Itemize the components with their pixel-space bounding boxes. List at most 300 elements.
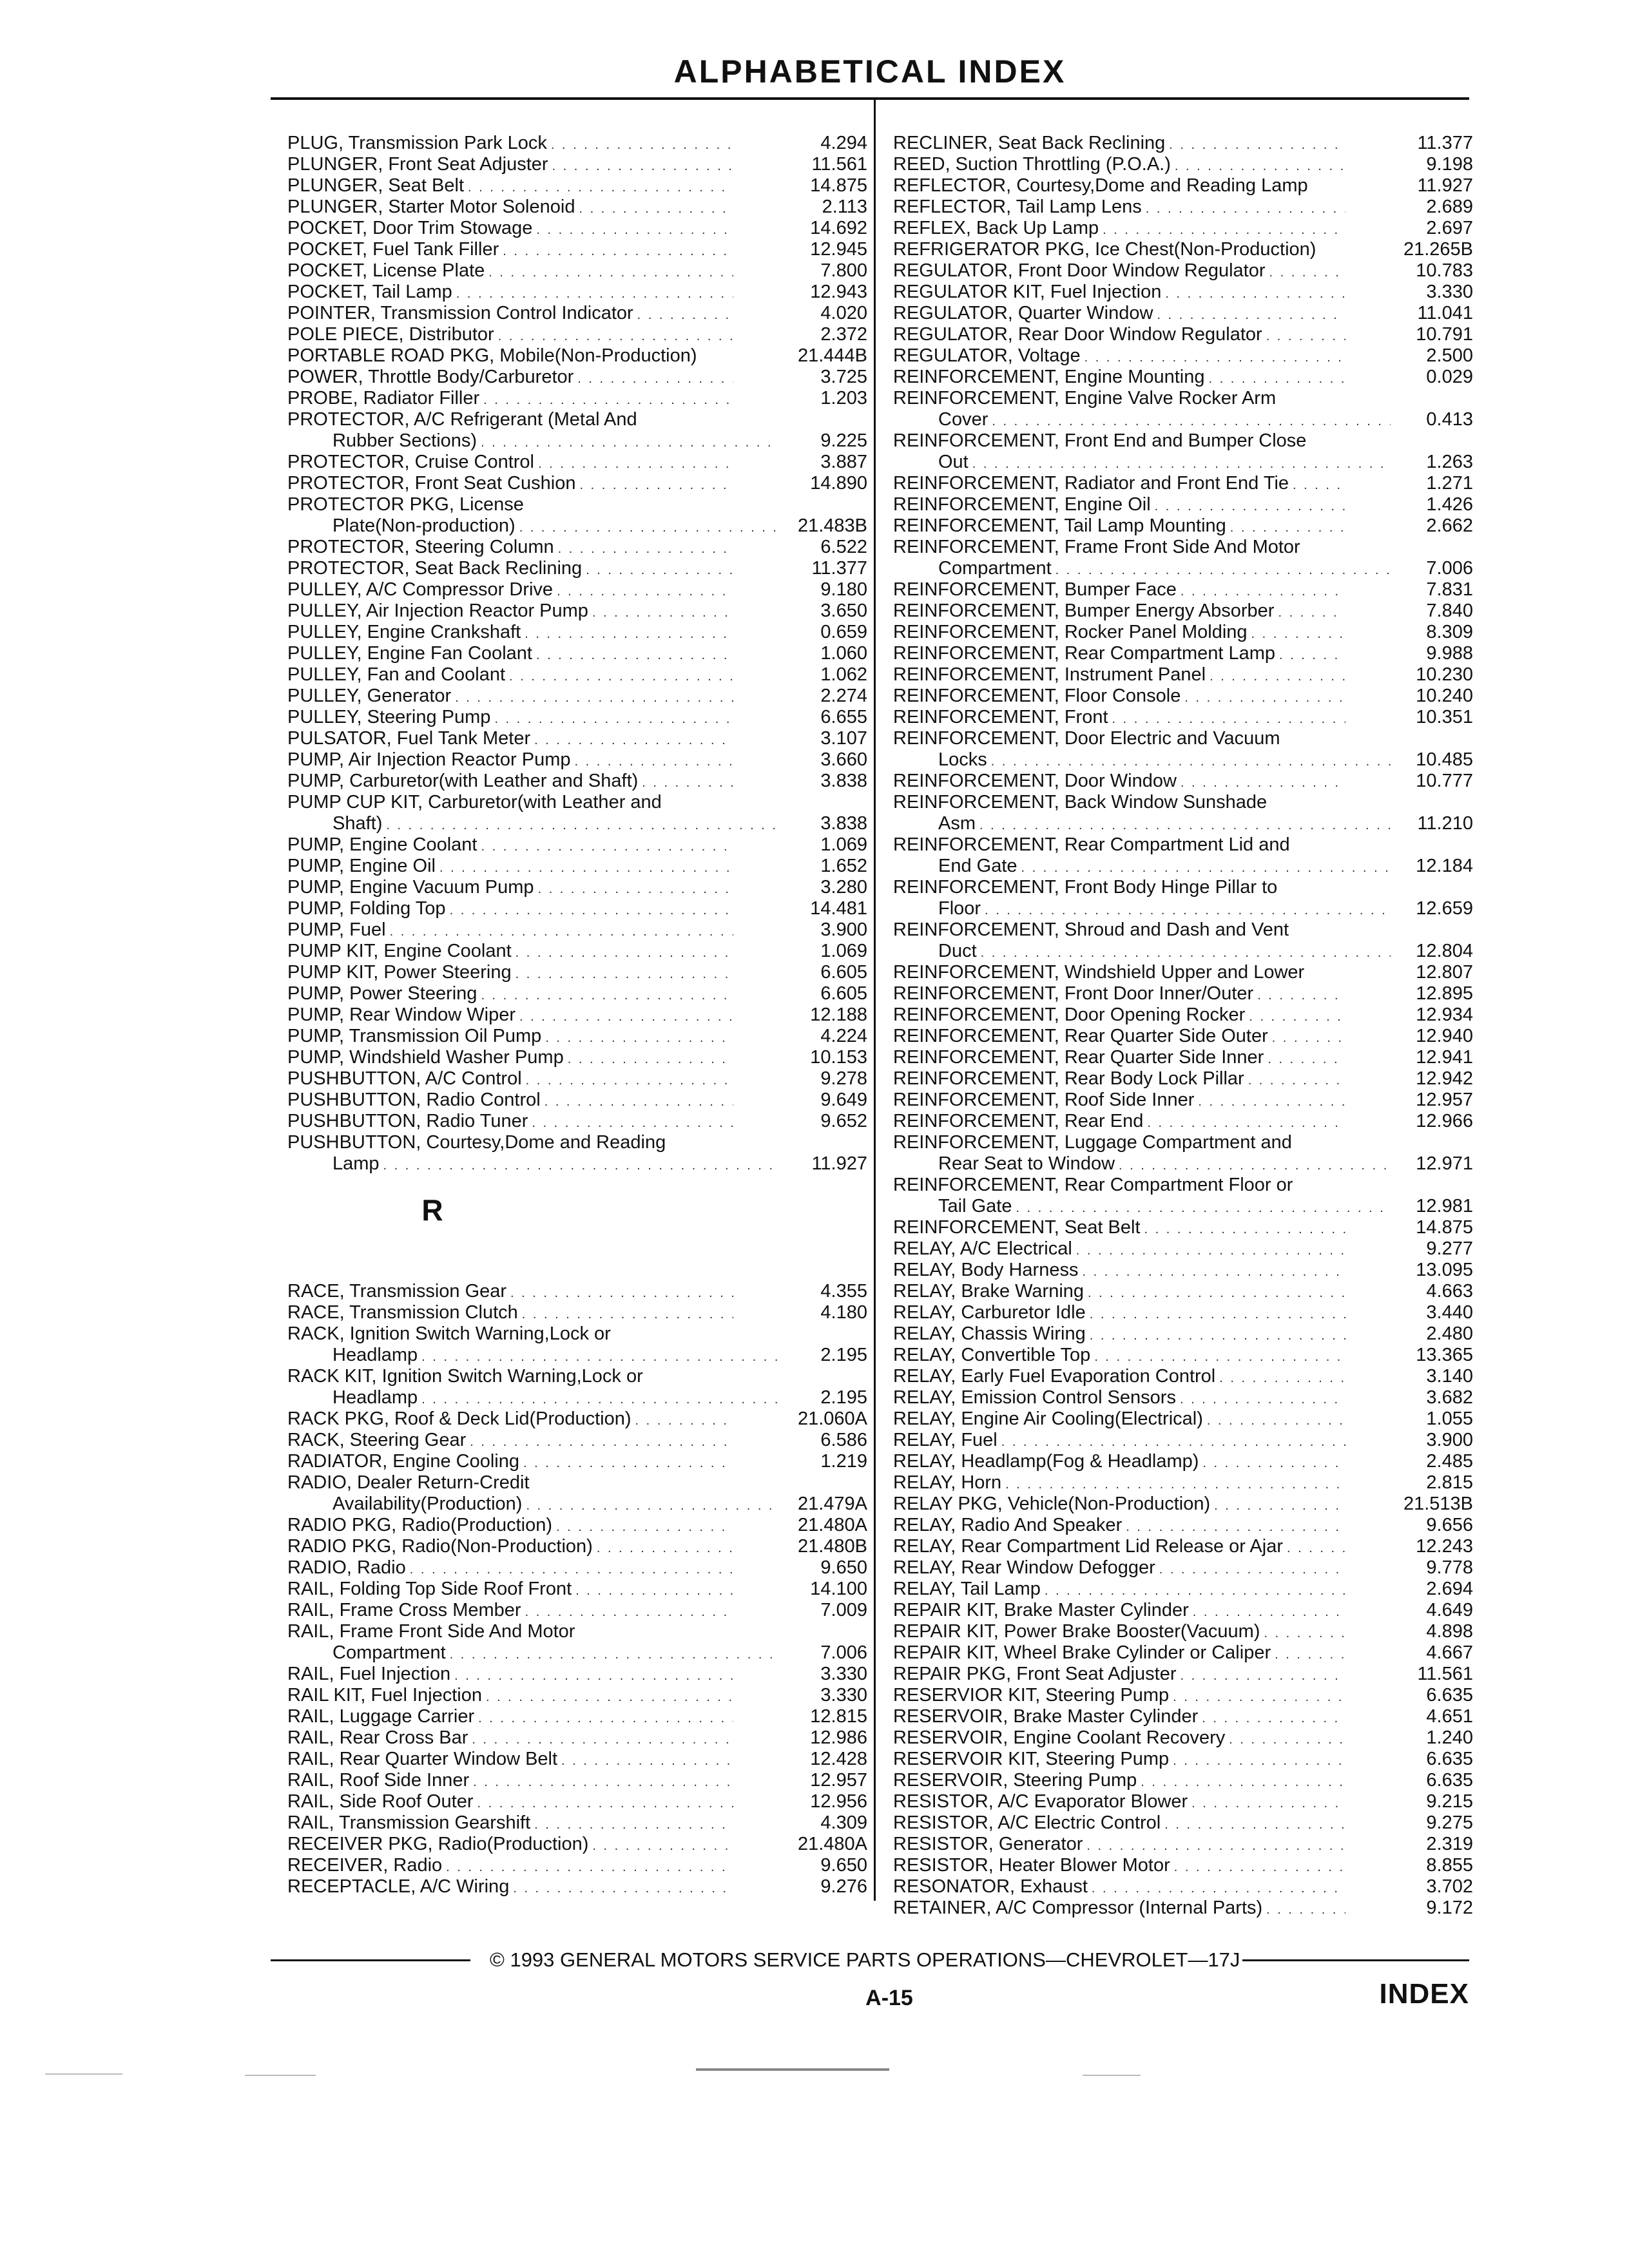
entry-reference-number: 12.981 — [1416, 1196, 1473, 1216]
dot-leader — [1269, 262, 1345, 284]
entry-text: RAIL, Side Roof Outer — [287, 1791, 474, 1812]
index-entry — [287, 197, 867, 218]
entry-reference-number: 11.561 — [1417, 1664, 1473, 1684]
index-entry — [893, 1855, 1473, 1876]
entry-text: REPAIR KIT, Wheel Brake Cylinder or Caliper — [893, 1642, 1271, 1663]
entry-text: RELAY PKG, Vehicle(Non-Production) — [893, 1494, 1211, 1514]
dot-leader — [985, 900, 1391, 921]
dot-leader — [503, 241, 733, 262]
index-entry — [893, 1621, 1473, 1642]
entry-text: PROTECTOR PKG, License — [287, 494, 524, 515]
index-entry — [893, 771, 1473, 792]
index-entry — [893, 1557, 1473, 1579]
entry-text: RELAY, Brake Warning — [893, 1281, 1084, 1302]
entry-reference-number: 12.942 — [1416, 1068, 1473, 1089]
index-entry — [287, 1472, 867, 1515]
dot-leader — [421, 1347, 778, 1368]
entry-reference-number: 3.330 — [820, 1664, 867, 1684]
index-entry — [287, 1026, 867, 1047]
entry-text: RELAY, Horn — [893, 1472, 1002, 1493]
dot-leader — [1157, 305, 1345, 326]
dot-leader — [1155, 496, 1345, 517]
entry-reference-number: 11.377 — [1417, 133, 1473, 153]
entry-text: REFRIGERATOR PKG, Ice Chest(Non-Production) — [893, 239, 1316, 260]
scan-artifact — [45, 2073, 122, 2075]
dot-leader — [1092, 1878, 1345, 1899]
entry-reference-number: 12.957 — [1416, 1090, 1473, 1110]
dot-leader — [498, 326, 733, 347]
index-entry — [287, 1600, 867, 1621]
index-entry — [287, 154, 867, 175]
section-label: INDEX — [1379, 1978, 1469, 2010]
dot-leader — [1275, 1644, 1345, 1666]
dot-leader — [509, 666, 733, 687]
entry-reference-number: 6.635 — [1426, 1685, 1473, 1706]
entry-reference-number: 4.020 — [820, 303, 867, 323]
dot-leader — [1191, 1793, 1345, 1814]
dot-leader — [1173, 1751, 1345, 1772]
entry-reference-number: 21.060A — [797, 1408, 867, 1429]
dot-leader — [1076, 1240, 1345, 1262]
entry-reference-number: 1.055 — [1426, 1408, 1473, 1429]
index-entry — [287, 175, 867, 197]
entry-text: RACK, Steering Gear — [287, 1430, 467, 1450]
index-entry — [287, 537, 867, 558]
index-entry — [287, 1132, 867, 1175]
entry-reference-number: 1.062 — [820, 664, 867, 685]
entry-reference-number: 2.195 — [820, 1345, 867, 1365]
entry-text: REINFORCEMENT, Windshield Upper and Lower — [893, 962, 1305, 983]
dot-leader — [1016, 1198, 1391, 1219]
entry-reference-number: 4.649 — [1426, 1600, 1473, 1620]
entry-reference-number: 9.650 — [820, 1855, 867, 1876]
entry-reference-number: 2.195 — [820, 1387, 867, 1408]
index-entry — [287, 707, 867, 728]
entry-text: REINFORCEMENT, Frame Front Side And Motor — [893, 537, 1300, 557]
index-entry — [287, 1791, 867, 1812]
entry-reference-number: 14.890 — [810, 473, 867, 494]
entry-reference-number: 4.898 — [1426, 1621, 1473, 1642]
entry-text: PULLEY, Steering Pump — [287, 707, 491, 727]
index-entry — [287, 728, 867, 749]
index-entry — [893, 324, 1473, 345]
index-entry — [893, 154, 1473, 175]
entry-reference-number: 11.377 — [811, 558, 867, 579]
entry-reference-number: 7.831 — [1426, 579, 1473, 600]
dot-leader — [516, 943, 733, 964]
entry-text: RADIO, Radio — [287, 1557, 406, 1578]
dot-leader — [1001, 1432, 1345, 1453]
entry-reference-number: 9.172 — [1426, 1898, 1473, 1918]
entry-text: RAIL, Roof Side Inner — [287, 1770, 470, 1791]
entry-text: Plate(Non-production) — [333, 515, 516, 536]
entry-text: RETAINER, A/C Compressor (Internal Parts) — [893, 1898, 1263, 1918]
index-entry — [287, 239, 867, 260]
entry-reference-number: 14.875 — [1416, 1217, 1473, 1238]
index-entry — [893, 239, 1473, 260]
entry-text: REINFORCEMENT, Bumper Energy Absorber — [893, 601, 1275, 621]
index-entry — [287, 1408, 867, 1430]
dot-leader — [1279, 645, 1345, 666]
dot-leader — [575, 1581, 733, 1602]
dot-leader — [481, 432, 778, 454]
entry-text: REGULATOR, Quarter Window — [893, 303, 1153, 323]
index-entry — [287, 1749, 867, 1770]
index-entry — [287, 1664, 867, 1685]
index-entry — [893, 1472, 1473, 1494]
entry-reference-number: 1.203 — [820, 388, 867, 408]
dot-leader — [478, 1708, 733, 1729]
index-entry — [287, 622, 867, 643]
entry-text: RELAY, Carburetor Idle — [893, 1302, 1086, 1323]
dot-leader — [1202, 1708, 1345, 1729]
entry-text: RAIL, Folding Top Side Roof Front — [287, 1579, 572, 1599]
entry-text: Duct — [938, 941, 977, 961]
dot-leader — [488, 262, 733, 284]
column-divider — [874, 100, 876, 1901]
dot-leader — [1126, 1517, 1345, 1538]
entry-text: RELAY, A/C Electrical — [893, 1238, 1072, 1259]
entry-reference-number: 3.440 — [1426, 1302, 1473, 1323]
index-entry — [893, 537, 1473, 579]
entry-text: PULLEY, Generator — [287, 686, 452, 706]
dot-leader — [635, 1410, 733, 1432]
entry-text: Tail Gate — [938, 1196, 1012, 1216]
entry-reference-number: 3.838 — [820, 771, 867, 791]
entry-text: RESISTOR, Generator — [893, 1834, 1083, 1854]
entry-text: RELAY, Body Harness — [893, 1260, 1079, 1280]
dot-leader — [1193, 1602, 1345, 1623]
entry-text: RESONATOR, Exhaust — [893, 1876, 1088, 1897]
entry-text: REPAIR PKG, Front Seat Adjuster — [893, 1664, 1177, 1684]
entry-text: RELAY, Chassis Wiring — [893, 1323, 1086, 1344]
index-entry — [287, 856, 867, 877]
page-number: A-15 — [865, 1986, 913, 2010]
dot-leader — [522, 1304, 733, 1325]
entry-reference-number: 3.702 — [1426, 1876, 1473, 1897]
entry-text: PULLEY, A/C Compressor Drive — [287, 579, 554, 600]
index-entry — [287, 1536, 867, 1557]
copyright-text: © 1993 GENERAL MOTORS SERVICE PARTS OPERATIONS—CHEVROLET—17J — [490, 1948, 1240, 1971]
dot-leader — [456, 284, 733, 305]
dot-leader — [1144, 1219, 1345, 1240]
index-entry — [287, 282, 867, 303]
dot-leader — [383, 1155, 778, 1177]
index-entry — [893, 1345, 1473, 1366]
entry-reference-number: 10.777 — [1416, 771, 1473, 791]
entry-reference-number: 9.649 — [820, 1090, 867, 1110]
entry-text: RESERVOIR KIT, Steering Pump — [893, 1749, 1170, 1769]
index-entry — [893, 664, 1473, 686]
index-entry — [287, 877, 867, 898]
dot-leader — [1173, 1687, 1345, 1708]
entry-text: REINFORCEMENT, Engine Valve Rocker Arm — [893, 388, 1277, 408]
entry-reference-number: 1.652 — [820, 856, 867, 876]
entry-text: PROTECTOR, A/C Refrigerant (Metal And — [287, 409, 637, 430]
entry-reference-number: 21.479A — [797, 1494, 867, 1514]
index-entry — [893, 260, 1473, 282]
dot-leader — [552, 156, 733, 177]
entry-text: Compartment — [938, 558, 1052, 579]
dot-leader — [1181, 581, 1345, 602]
dot-leader — [525, 624, 733, 645]
dot-leader — [557, 581, 733, 602]
dot-leader — [1198, 1091, 1345, 1113]
dot-leader — [1164, 1814, 1345, 1836]
entry-text: PROTECTOR, Seat Back Reclining — [287, 558, 583, 579]
entry-reference-number: 12.895 — [1416, 983, 1473, 1004]
entry-reference-number: 1.240 — [1426, 1727, 1473, 1748]
dot-leader — [1146, 198, 1345, 220]
entry-text: RESERVOIR, Steering Pump — [893, 1770, 1137, 1791]
entry-text: RELAY, Headlamp(Fog & Headlamp) — [893, 1451, 1199, 1472]
index-entry — [893, 962, 1473, 983]
dot-leader — [991, 751, 1391, 773]
dot-leader — [538, 454, 733, 475]
entry-reference-number: 10.240 — [1416, 686, 1473, 706]
dot-leader — [386, 815, 778, 836]
index-entry — [893, 1727, 1473, 1749]
dot-leader — [1214, 1495, 1345, 1517]
index-entry — [287, 452, 867, 473]
dot-leader — [1174, 1857, 1345, 1878]
entry-text: REPAIR KIT, Brake Master Cylinder — [893, 1600, 1189, 1620]
dot-leader — [597, 1538, 733, 1559]
dot-leader — [472, 1729, 733, 1751]
dot-leader — [450, 900, 733, 921]
entry-text: RECEIVER PKG, Radio(Production) — [287, 1834, 589, 1854]
entry-reference-number: 9.275 — [1426, 1812, 1473, 1833]
dot-leader — [1264, 1623, 1345, 1644]
dot-leader — [1175, 156, 1345, 177]
dot-leader — [1119, 1155, 1391, 1177]
index-entry — [287, 409, 867, 452]
dot-leader — [561, 1751, 733, 1772]
index-entry — [893, 1323, 1473, 1345]
dot-leader — [526, 1070, 733, 1091]
dot-leader — [1082, 1262, 1345, 1283]
entry-text: RACK KIT, Ignition Switch Warning,Lock or — [287, 1366, 643, 1387]
entry-text: Rear Seat to Window — [938, 1153, 1115, 1174]
entry-reference-number: 4.667 — [1426, 1642, 1473, 1663]
index-entry — [893, 1004, 1473, 1026]
entry-reference-number: 12.940 — [1416, 1026, 1473, 1046]
entry-reference-number: 4.651 — [1426, 1706, 1473, 1727]
entry-text: REINFORCEMENT, Rear Quarter Side Inner — [893, 1047, 1264, 1068]
entry-text: RELAY, Rear Compartment Lid Release or Ajar — [893, 1536, 1283, 1557]
dot-leader — [510, 1283, 733, 1304]
entry-text: Availability(Production) — [333, 1494, 523, 1514]
entry-reference-number: 9.656 — [1426, 1515, 1473, 1535]
entry-reference-number: 3.900 — [1426, 1430, 1473, 1450]
index-entry — [893, 175, 1473, 197]
index-entry — [893, 367, 1473, 388]
index-entry — [893, 1026, 1473, 1047]
entry-text: Compartment — [333, 1642, 446, 1663]
entry-text: REGULATOR, Voltage — [893, 345, 1081, 366]
entry-text: REGULATOR, Front Door Window Regulator — [893, 260, 1266, 281]
dot-leader — [1202, 1453, 1345, 1474]
entry-reference-number: 9.652 — [820, 1111, 867, 1131]
entry-text: RECLINER, Seat Back Reclining — [893, 133, 1166, 153]
entry-text: PUMP, Fuel — [287, 919, 386, 940]
index-entry — [287, 218, 867, 239]
dot-leader — [1090, 1304, 1345, 1325]
entry-reference-number: 12.941 — [1416, 1047, 1473, 1068]
entry-reference-number: 9.215 — [1426, 1791, 1473, 1812]
entry-text: RELAY, Convertible Top — [893, 1345, 1091, 1365]
entry-reference-number: 1.271 — [1426, 473, 1473, 494]
entry-reference-number: 21.265B — [1403, 239, 1473, 260]
footer-rule-left — [271, 1959, 470, 1961]
section-heading-letter: R — [421, 1193, 443, 1227]
entry-text: RECEIVER, Radio — [287, 1855, 443, 1876]
index-entry — [893, 515, 1473, 537]
index-entry — [287, 686, 867, 707]
dot-leader — [1181, 773, 1345, 794]
entry-reference-number: 4.309 — [820, 1812, 867, 1833]
entry-text: RECEPTACLE, A/C Wiring — [287, 1876, 510, 1897]
index-entry — [893, 1068, 1473, 1090]
entry-text: PLUNGER, Seat Belt — [287, 175, 464, 196]
dot-leader — [523, 1453, 733, 1474]
index-entry — [287, 133, 867, 154]
entry-text: REFLEX, Back Up Lamp — [893, 218, 1099, 238]
entry-text: RELAY, Emission Control Sensors — [893, 1387, 1176, 1408]
entry-text: PLUG, Transmission Park Lock — [287, 133, 547, 153]
entry-reference-number: 9.225 — [820, 430, 867, 451]
entry-reference-number: 10.153 — [810, 1047, 867, 1068]
dot-leader — [439, 858, 733, 879]
entry-text: REPAIR KIT, Power Brake Booster(Vacuum) — [893, 1621, 1260, 1642]
entry-reference-number: 13.365 — [1416, 1345, 1473, 1365]
index-entry — [287, 1302, 867, 1323]
entry-reference-number: 11.927 — [1417, 175, 1473, 196]
dot-leader — [1207, 1410, 1345, 1432]
dot-leader — [556, 1517, 733, 1538]
index-entry — [287, 919, 867, 941]
index-entry — [287, 1834, 867, 1855]
index-entry — [287, 1111, 867, 1132]
dot-leader — [534, 1814, 733, 1836]
entry-text: POINTER, Transmission Control Indicator — [287, 303, 633, 323]
index-entry — [893, 1387, 1473, 1408]
index-entry — [287, 1579, 867, 1600]
entry-text: RELAY, Tail Lamp — [893, 1579, 1041, 1599]
dot-leader — [526, 1495, 778, 1517]
entry-reference-number: 3.280 — [820, 877, 867, 898]
index-entry — [893, 345, 1473, 367]
entry-reference-number: 6.605 — [820, 983, 867, 1004]
entry-reference-number: 12.815 — [810, 1706, 867, 1727]
entry-reference-number: 2.662 — [1426, 515, 1473, 536]
index-entry — [287, 303, 867, 324]
entry-text: PUMP, Windshield Washer Pump — [287, 1047, 564, 1068]
index-entry — [893, 983, 1473, 1004]
index-entry — [287, 749, 867, 771]
dot-leader — [577, 369, 733, 390]
entry-text: POWER, Throttle Body/Carburetor — [287, 367, 574, 387]
entry-text: PLUNGER, Front Seat Adjuster — [287, 154, 548, 175]
entry-text: REINFORCEMENT, Floor Console — [893, 686, 1181, 706]
index-entry — [287, 473, 867, 494]
entry-reference-number: 13.095 — [1416, 1260, 1473, 1280]
index-entry — [893, 1494, 1473, 1515]
entry-text: POCKET, Door Trim Stowage — [287, 218, 533, 238]
entry-reference-number: 9.988 — [1426, 643, 1473, 664]
entry-reference-number: 6.605 — [820, 962, 867, 983]
dot-leader — [483, 390, 733, 411]
index-entry — [287, 1366, 867, 1408]
entry-text: PUSHBUTTON, A/C Control — [287, 1068, 522, 1089]
entry-reference-number: 8.309 — [1426, 622, 1473, 642]
entry-text: PUMP, Engine Coolant — [287, 834, 477, 855]
dot-leader — [494, 709, 733, 730]
entry-text: RADIO PKG, Radio(Production) — [287, 1515, 552, 1535]
entry-text: PUMP KIT, Engine Coolant — [287, 941, 512, 961]
index-entry — [893, 1664, 1473, 1685]
entry-reference-number: 4.180 — [820, 1302, 867, 1323]
entry-reference-number: 3.107 — [820, 728, 867, 749]
entry-reference-number: 4.355 — [820, 1281, 867, 1302]
entry-text: REINFORCEMENT, Rear Compartment Lamp — [893, 643, 1276, 664]
entry-reference-number: 12.971 — [1416, 1153, 1473, 1174]
dot-leader — [1086, 1836, 1345, 1857]
index-entry — [893, 1451, 1473, 1472]
entry-reference-number: 1.219 — [820, 1451, 867, 1472]
index-entry — [893, 303, 1473, 324]
entry-reference-number: 12.934 — [1416, 1004, 1473, 1025]
entry-reference-number: 12.986 — [810, 1727, 867, 1748]
index-entry — [893, 1260, 1473, 1281]
scan-artifact — [696, 2068, 889, 2071]
entry-reference-number: 11.927 — [811, 1153, 867, 1174]
entry-text: PROTECTOR, Steering Column — [287, 537, 554, 557]
entry-reference-number: 12.957 — [810, 1770, 867, 1791]
entry-text: RELAY, Radio And Speaker — [893, 1515, 1123, 1535]
entry-text: REINFORCEMENT, Seat Belt — [893, 1217, 1141, 1238]
entry-reference-number: 3.887 — [820, 452, 867, 472]
dot-leader — [1293, 475, 1345, 496]
dot-leader — [1219, 1368, 1345, 1389]
entry-text: RADIO, Dealer Return-Credit — [287, 1472, 530, 1493]
entry-reference-number: 7.006 — [1426, 558, 1473, 579]
index-entry — [893, 388, 1473, 430]
index-entry — [893, 473, 1473, 494]
entry-reference-number: 12.943 — [810, 282, 867, 302]
dot-leader — [513, 1878, 733, 1899]
entry-text: REINFORCEMENT, Rear Quarter Side Outer — [893, 1026, 1268, 1046]
index-entry — [287, 1004, 867, 1026]
entry-text: PUMP, Power Steering — [287, 983, 477, 1004]
dot-leader — [455, 687, 733, 709]
entry-text: REINFORCEMENT, Door Opening Rocker — [893, 1004, 1246, 1025]
entry-reference-number: 6.635 — [1426, 1770, 1473, 1791]
index-entry — [287, 983, 867, 1004]
entry-text: PLUNGER, Starter Motor Solenoid — [287, 197, 575, 217]
index-entry — [287, 1430, 867, 1451]
entry-text: Out — [938, 452, 969, 472]
entry-reference-number: 14.100 — [810, 1579, 867, 1599]
index-entry — [287, 345, 867, 367]
entry-reference-number: 21.480A — [797, 1834, 867, 1854]
index-entry — [287, 771, 867, 792]
entry-reference-number: 14.481 — [810, 898, 867, 919]
entry-text: REGULATOR KIT, Fuel Injection — [893, 282, 1162, 302]
entry-reference-number: 21.483B — [797, 515, 867, 536]
entry-text: RAIL, Luggage Carrier — [287, 1706, 475, 1727]
dot-leader — [410, 1559, 733, 1581]
